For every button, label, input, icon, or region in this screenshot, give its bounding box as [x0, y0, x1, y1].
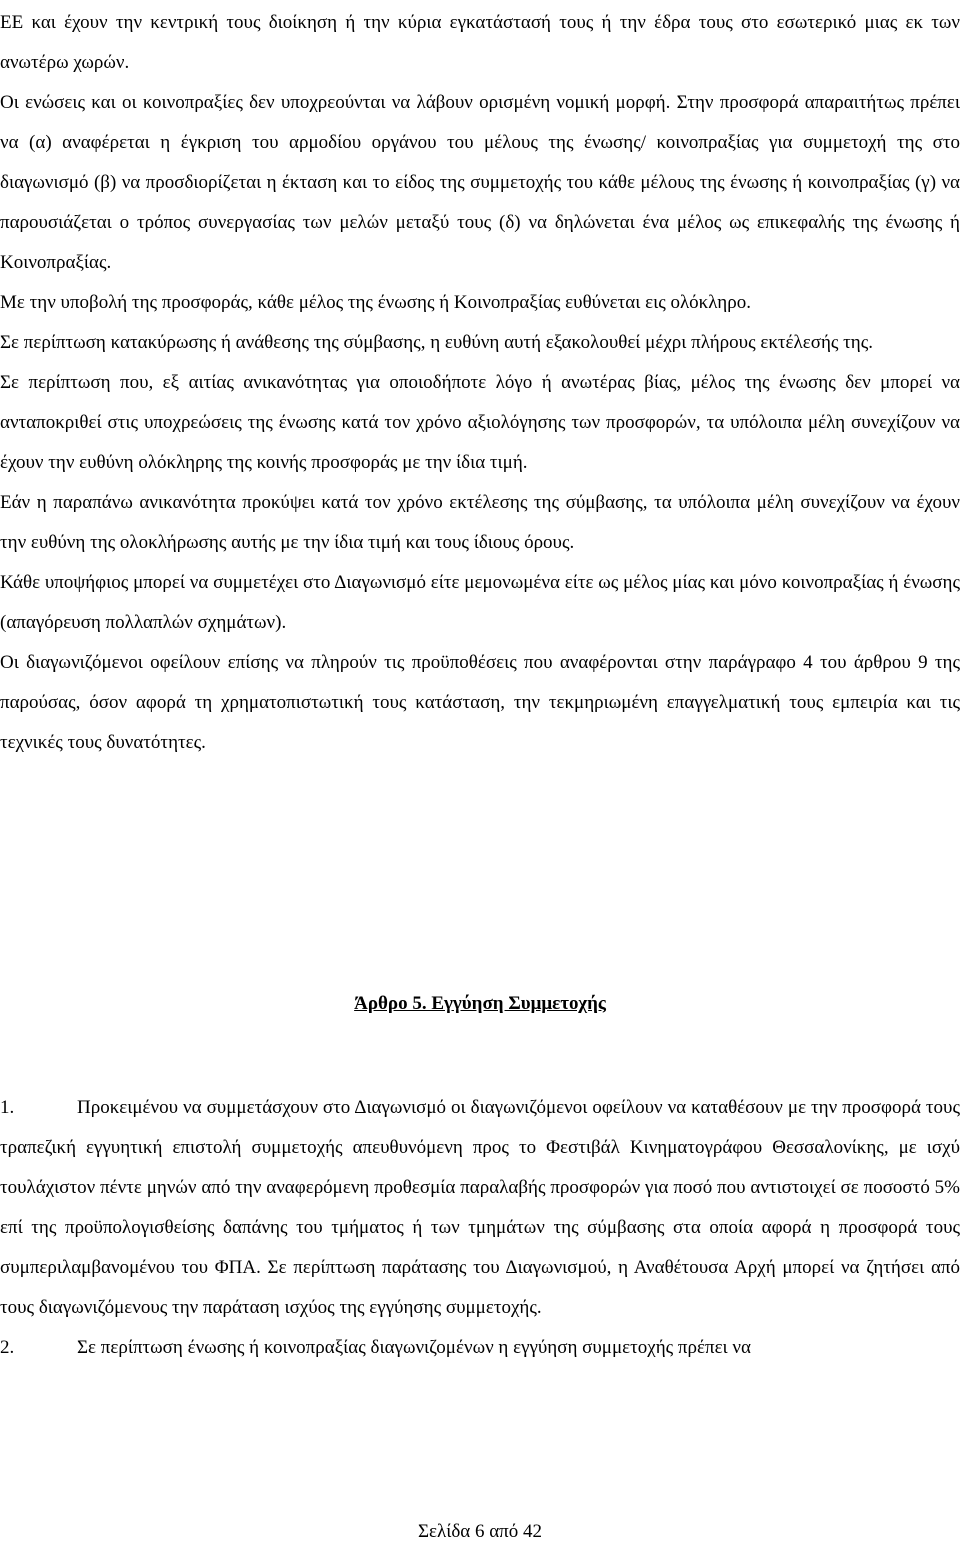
article-heading: Άρθρο 5. Εγγύηση Συμμετοχής	[354, 993, 606, 1014]
paragraph: Οι ενώσεις και οι κοινοπραξίες δεν υποχρεούνται να λάβουν ορισμένη νομική μορφή. Στην προσφορά απαραιτήτως πρέπει να (α) αναφέρεται η έγκριση του αρμοδίου οργάνου του μέλους της ένωσης/ κοινοπραξίας για συμμετοχή της στο διαγωνισμό (β) να προσδιορίζεται η έκταση και το είδος της συμμετοχής του κάθε μέλους της ένωσης ή κοινοπραξίας (γ) να παρουσιάζεται ο τρόπος συνεργασίας των μελών μεταξύ τους (δ) να δηλώνεται ένα μέλος ως επικεφαλής της ένωσης ή Κοινοπραξίας.	[0, 92, 960, 273]
item-number: 2.	[0, 1337, 15, 1358]
item-text: Προκειμένου να συμμετάσχουν στο Διαγωνισμό οι διαγωνιζόμενοι οφείλουν να καταθέσουν με την προσφορά τους τραπεζική εγγυητική επιστολή συμμετοχής απευθυνόμενη προς το Φεστιβάλ Κινηματογράφου Θεσσαλονίκης, με ισχύ τουλάχιστον πέντε μηνών από την αναφερόμενη προθεσμία παραλαβής προσφορών για ποσό που αντιστοιχεί σε ποσοστό 5% επί της προϋπολογισθείσης δαπάνης του τμήματος ή των τμημάτων της σύμβασης στα οποία αφορά η προσφορά τους συμπεριλαμβανομένου του ΦΠΑ. Σε περίπτωση παράτασης του Διαγωνισμού, η Αναθέτουσα Αρχή μπορεί να ζητήσει από τους διαγωνιζόμενους την παράταση ισχύος της εγγύησης συμμετοχής.	[0, 1097, 960, 1318]
paragraph: Εάν η παραπάνω ανικανότητα προκύψει κατά τον χρόνο εκτέλεσης της σύμβασης, τα υπόλοιπα μέλη συνεχίζουν να έχουν την ευθύνη της ολοκλήρωσης αυτής με την ίδια τιμή και τους ίδιους όρους.	[0, 492, 960, 553]
paragraph: Οι διαγωνιζόμενοι οφείλουν επίσης να πληρούν τις προϋποθέσεις που αναφέρονται στην παράγραφο 4 του άρθρου 9 της παρούσας, όσον αφορά τη χρηματοπιστωτική τους κατάσταση, την τεκμηριωμένη επαγγελματική τους εμπειρία και τις τεχνικές τους δυνατότητες.	[0, 652, 960, 753]
numbered-item	[0, 1088, 960, 1328]
paragraph: Σε περίπτωση κατακύρωσης ή ανάθεσης της σύμβασης, η ευθύνη αυτή εξακολουθεί μέχρι πλήρους εκτέλεσής της.	[0, 332, 873, 353]
item-text: Σε περίπτωση ένωσης ή κοινοπραξίας διαγωνιζομένων η εγγύηση συμμετοχής πρέπει να	[77, 1337, 751, 1358]
item-number: 1.	[0, 1097, 15, 1118]
paragraph: ΕΕ και έχουν την κεντρική τους διοίκηση ή την κύρια εγκατάστασή τους ή την έδρα τους στο εσωτερικό μιας εκ των ανωτέρω χωρών.	[0, 12, 960, 73]
paragraph: Με την υποβολή της προσφοράς, κάθε μέλος της ένωσης ή Κοινοπραξίας ευθύνεται εις ολόκληρο.	[0, 292, 751, 313]
numbered-list	[0, 1088, 960, 1368]
numbered-item	[0, 1328, 960, 1368]
paragraph: Κάθε υποψήφιος μπορεί να συμμετέχει στο Διαγωνισμό είτε μεμονωμένα είτε ως μέλος μίας και μόνο κοινοπραξίας ή ένωσης (απαγόρευση πολλαπλών σχημάτων).	[0, 572, 960, 633]
body-text	[0, 3, 960, 763]
page-footer: Σελίδα 6 από 42	[417, 1521, 543, 1542]
paragraph: Σε περίπτωση που, εξ αιτίας ανικανότητας για οποιοδήποτε λόγο ή ανωτέρας βίας, μέλος της ένωσης δεν μπορεί να ανταποκριθεί στις υποχρεώσεις της ένωσης κατά τον χρόνο αξιολόγησης των προσφορών, τα υπόλοιπα μέλη συνεχίζουν να έχουν την ευθύνη ολόκληρης της κοινής προσφοράς με την ίδια τιμή.	[0, 372, 960, 473]
